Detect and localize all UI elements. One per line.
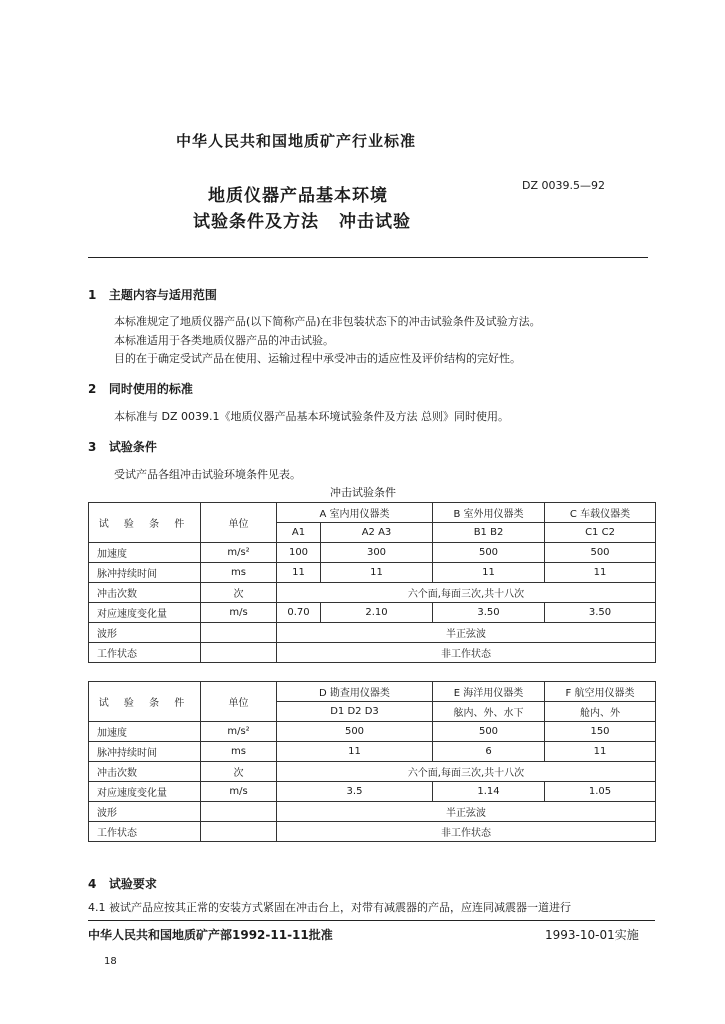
row-label: 冲击次数 [89, 583, 201, 603]
merged-cell: 六个面,每面三次,共十八次 [277, 583, 656, 603]
row-unit: m/s [201, 782, 277, 802]
row-unit [201, 822, 277, 842]
row-unit [201, 623, 277, 643]
table-row [89, 623, 656, 643]
row-label: 波形 [89, 623, 201, 643]
section-2-heading [88, 380, 193, 397]
paragraph: 本标准适用于各类地质仪器产品的冲击试验。 [114, 334, 334, 347]
merged-cell: 非工作状态 [277, 822, 656, 842]
table-row [89, 603, 656, 623]
implementation-date: 1993-10-01实施 [545, 928, 639, 942]
cell: 300 [321, 543, 433, 563]
section-title: 试验条件 [108, 440, 157, 454]
section-1-heading [88, 286, 217, 303]
section-4-heading [88, 875, 157, 892]
row-unit: ms [201, 563, 277, 583]
row-label: 工作状态 [89, 822, 201, 842]
table-row [89, 722, 656, 742]
row-label: 冲击次数 [89, 762, 201, 782]
paragraph: 本标准规定了地质仪器产品(以下简称产品)在非包装状态下的冲击试验条件及试验方法。 [114, 315, 541, 328]
row-label: 工作状态 [89, 643, 201, 663]
section-number: 1 [88, 288, 97, 302]
shock-conditions-table-1 [88, 502, 656, 663]
cell: 11 [277, 742, 433, 762]
row-unit [201, 802, 277, 822]
merged-cell: 非工作状态 [277, 643, 656, 663]
cell: 3.5 [277, 782, 433, 802]
row-unit: m/s [201, 603, 277, 623]
standard-title-line2 [193, 207, 411, 232]
header-unit: 单位 [201, 503, 277, 543]
cell: 6 [433, 742, 545, 762]
cell: 1.05 [545, 782, 656, 802]
row-unit: m/s² [201, 543, 277, 563]
cell: 2.10 [321, 603, 433, 623]
standard-number: DZ 0039.5—92 [522, 179, 605, 192]
page-number: 18 [104, 956, 117, 967]
row-unit: ms [201, 742, 277, 762]
cell: 11 [545, 742, 656, 762]
section-number: 4 [88, 877, 97, 891]
title-part-a: 试验条件及方法 [193, 212, 319, 232]
group-header: D 勘查用仪器类 [277, 682, 433, 702]
table-row [89, 762, 656, 782]
group-header: E 海洋用仪器类 [433, 682, 545, 702]
row-unit: m/s² [201, 722, 277, 742]
paragraph: 目的在于确定受试产品在使用、运输过程中承受冲击的适应性及评价结构的完好性。 [114, 352, 521, 365]
shock-conditions-table-2 [88, 681, 656, 842]
table-caption: 冲击试验条件 [330, 486, 396, 499]
section-3-heading [88, 438, 157, 455]
group-header: B 室外用仪器类 [433, 503, 545, 523]
group-header: C 车载仪器类 [545, 503, 656, 523]
row-unit: 次 [201, 762, 277, 782]
table-row [89, 583, 656, 603]
merged-cell: 半正弦波 [277, 802, 656, 822]
cell: 1.14 [433, 782, 545, 802]
row-label: 脉冲持续时间 [89, 563, 201, 583]
cell: 500 [277, 722, 433, 742]
row-label: 对应速度变化量 [89, 782, 201, 802]
standard-title-line1: 地质仪器产品基本环境 [208, 186, 388, 206]
cell: 11 [545, 563, 656, 583]
table-row [89, 643, 656, 663]
table-row [89, 782, 656, 802]
table-row [89, 543, 656, 563]
row-label: 加速度 [89, 722, 201, 742]
table-row [89, 742, 656, 762]
paragraph: 本标准与 DZ 0039.1《地质仪器产品基本环境试验条件及方法 总则》同时使用。 [114, 410, 509, 423]
section-number: 3 [88, 440, 97, 454]
row-unit [201, 643, 277, 663]
subgroup-header: D1 D2 D3 [277, 702, 433, 722]
header-unit: 单位 [201, 682, 277, 722]
paragraph: 4.1 被试产品应按其正常的安装方式紧固在冲击台上，对带有减震器的产品，应连同减震器一道进行 [88, 901, 571, 914]
table-row [89, 563, 656, 583]
row-unit: 次 [201, 583, 277, 603]
cell: 11 [277, 563, 321, 583]
group-header: F 航空用仪器类 [545, 682, 656, 702]
section-title: 试验要求 [108, 877, 157, 891]
cell: 500 [545, 543, 656, 563]
header-item: 试 验 条 件 [89, 682, 201, 722]
cell: 3.50 [545, 603, 656, 623]
subgroup-header: A2 A3 [321, 523, 433, 543]
merged-cell: 半正弦波 [277, 623, 656, 643]
row-label: 对应速度变化量 [89, 603, 201, 623]
cell: 0.70 [277, 603, 321, 623]
cell: 150 [545, 722, 656, 742]
row-label: 脉冲持续时间 [89, 742, 201, 762]
cell: 11 [321, 563, 433, 583]
cell: 3.50 [433, 603, 545, 623]
merged-cell: 六个面,每面三次,共十八次 [277, 762, 656, 782]
subgroup-header: 舷内、外、水下 [433, 702, 545, 722]
cell: 500 [433, 543, 545, 563]
subgroup-header: 舱内、外 [545, 702, 656, 722]
table-row [89, 822, 656, 842]
row-label: 波形 [89, 802, 201, 822]
subgroup-header: C1 C2 [545, 523, 656, 543]
footer-rule [88, 920, 655, 921]
header-item: 试 验 条 件 [89, 503, 201, 543]
cell: 500 [433, 722, 545, 742]
subgroup-header: A1 [277, 523, 321, 543]
cell: 11 [433, 563, 545, 583]
header-rule [88, 257, 648, 258]
paragraph: 受试产品各组冲击试验环境条件见表。 [114, 468, 301, 481]
table-row [89, 802, 656, 822]
section-number: 2 [88, 382, 97, 396]
title-part-b: 冲击试验 [339, 212, 411, 232]
section-title: 主题内容与适用范围 [108, 288, 217, 302]
cell: 100 [277, 543, 321, 563]
subgroup-header: B1 B2 [433, 523, 545, 543]
approval-line: 中华人民共和国地质矿产部1992-11-11批准 [88, 928, 333, 942]
group-header: A 室内用仪器类 [277, 503, 433, 523]
issuing-org-title: 中华人民共和国地质矿产行业标准 [176, 132, 417, 150]
row-label: 加速度 [89, 543, 201, 563]
section-title: 同时使用的标准 [108, 382, 193, 396]
